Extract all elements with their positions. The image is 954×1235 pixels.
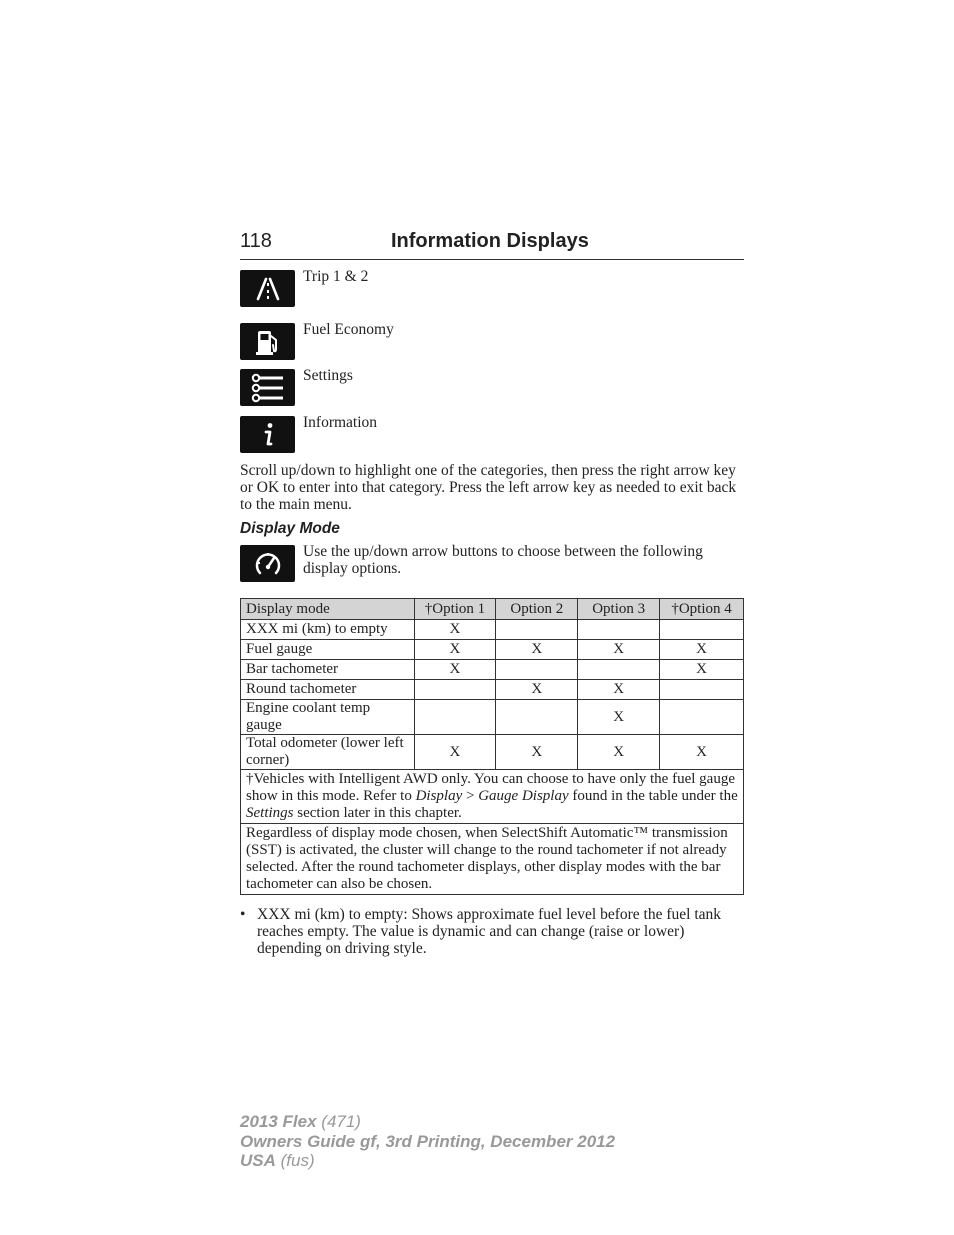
- table-cell: XXX mi (km) to empty: [241, 620, 415, 640]
- table-row: [241, 735, 744, 770]
- settings-list-icon: [240, 369, 295, 406]
- menu-item-label: Trip 1 & 2: [303, 268, 369, 285]
- table-header-row: [241, 599, 744, 620]
- table-cell: X: [414, 640, 496, 660]
- menu-item-label: Settings: [303, 367, 353, 384]
- table-note-row: [241, 770, 744, 824]
- table-cell: X: [660, 660, 744, 680]
- table-header: †Option 4: [660, 599, 744, 620]
- table-cell: [660, 620, 744, 640]
- menu-item-label: Information: [303, 414, 378, 431]
- table-cell: Total odometer (lower left corner): [241, 735, 415, 770]
- table-header: Option 3: [578, 599, 660, 620]
- table-cell: Round tachometer: [241, 680, 415, 700]
- table-cell: X: [578, 700, 660, 735]
- note-text: section later in this chapter.: [293, 805, 462, 821]
- gauge-icon: [240, 545, 295, 582]
- page-footer: [240, 1112, 615, 1171]
- note-text: found in the table under the: [568, 788, 738, 804]
- table-header: Display mode: [241, 599, 415, 620]
- table-cell: X: [578, 640, 660, 660]
- table-cell: [578, 620, 660, 640]
- table-cell: [496, 660, 578, 680]
- table-cell: X: [496, 735, 578, 770]
- table-cell: [578, 660, 660, 680]
- table-note-sst: Regardless of display mode chosen, when SelectShift Automatic™ transmission (SST) is activated, the cluster will change to the round tachometer if not already selected. After the round tachometer displays, other display modes with the bar tachometer can also be chosen.: [241, 824, 744, 895]
- table-cell: Engine coolant temp gauge: [241, 700, 415, 735]
- display-mode-table: [240, 598, 744, 895]
- table-cell: X: [414, 735, 496, 770]
- note-emphasis: Gauge Display: [478, 788, 569, 804]
- section-title: Information Displays: [391, 230, 589, 252]
- table-header: †Option 1: [414, 599, 496, 620]
- intro-paragraph: Scroll up/down to highlight one of the categories, then press the right arrow key or OK to enter into that category. Press the left arrow key as needed to exit back to the main menu.: [240, 462, 737, 513]
- table-cell: X: [660, 735, 744, 770]
- table-row: [241, 680, 744, 700]
- table-cell: [660, 680, 744, 700]
- table-cell: [414, 700, 496, 735]
- display-mode-description: Use the up/down arrow buttons to choose between the following display options.: [303, 543, 703, 577]
- table-cell: [414, 680, 496, 700]
- page-header: [240, 228, 744, 260]
- table-cell: X: [496, 680, 578, 700]
- table-note-awd: [241, 770, 744, 824]
- footer-line: [240, 1132, 615, 1152]
- table-cell: X: [414, 660, 496, 680]
- table-cell: [496, 700, 578, 735]
- footer-line: [240, 1151, 615, 1171]
- page-number: 118: [240, 230, 272, 252]
- table-cell: [660, 700, 744, 735]
- note-text: †Vehicles with Intelligent AWD only. You can choose to have only the fuel gauge show in this mode. Refer to: [246, 771, 735, 804]
- table-cell: Fuel gauge: [241, 640, 415, 660]
- footer-market-code: (fus): [275, 1151, 315, 1170]
- fuel-pump-icon: [240, 323, 295, 360]
- footer-edition: Owners Guide gf, 3rd Printing, December 2012: [240, 1131, 616, 1151]
- table-cell: X: [578, 680, 660, 700]
- table-note-row: [241, 824, 744, 895]
- table-cell: Bar tachometer: [241, 660, 415, 680]
- bullet-dot: •: [240, 906, 246, 923]
- table-row: [241, 640, 744, 660]
- table-row: [241, 660, 744, 680]
- trip-road-icon: [240, 270, 295, 307]
- table-cell: [496, 620, 578, 640]
- table-row: [241, 700, 744, 735]
- table-cell: X: [578, 735, 660, 770]
- table-row: [241, 620, 744, 640]
- table-cell: X: [660, 640, 744, 660]
- note-emphasis: Display: [415, 788, 463, 804]
- footer-code: (471): [316, 1112, 361, 1131]
- bullet-text: XXX mi (km) to empty: Shows approximate fuel level before the fuel tank reaches empty. The value is dynamic and can change (raise or lower) depending on driving style.: [257, 906, 722, 957]
- table-cell: X: [414, 620, 496, 640]
- note-text: >: [462, 788, 479, 804]
- info-icon: [240, 416, 295, 453]
- menu-item-label: Fuel Economy: [303, 321, 394, 338]
- footer-line: [240, 1112, 615, 1132]
- table-cell: X: [496, 640, 578, 660]
- footer-market: USA: [240, 1151, 276, 1170]
- footer-model: 2013 Flex: [240, 1112, 317, 1131]
- note-emphasis: Settings: [246, 805, 294, 821]
- display-mode-heading: Display Mode: [240, 520, 340, 537]
- table-header: Option 2: [496, 599, 578, 620]
